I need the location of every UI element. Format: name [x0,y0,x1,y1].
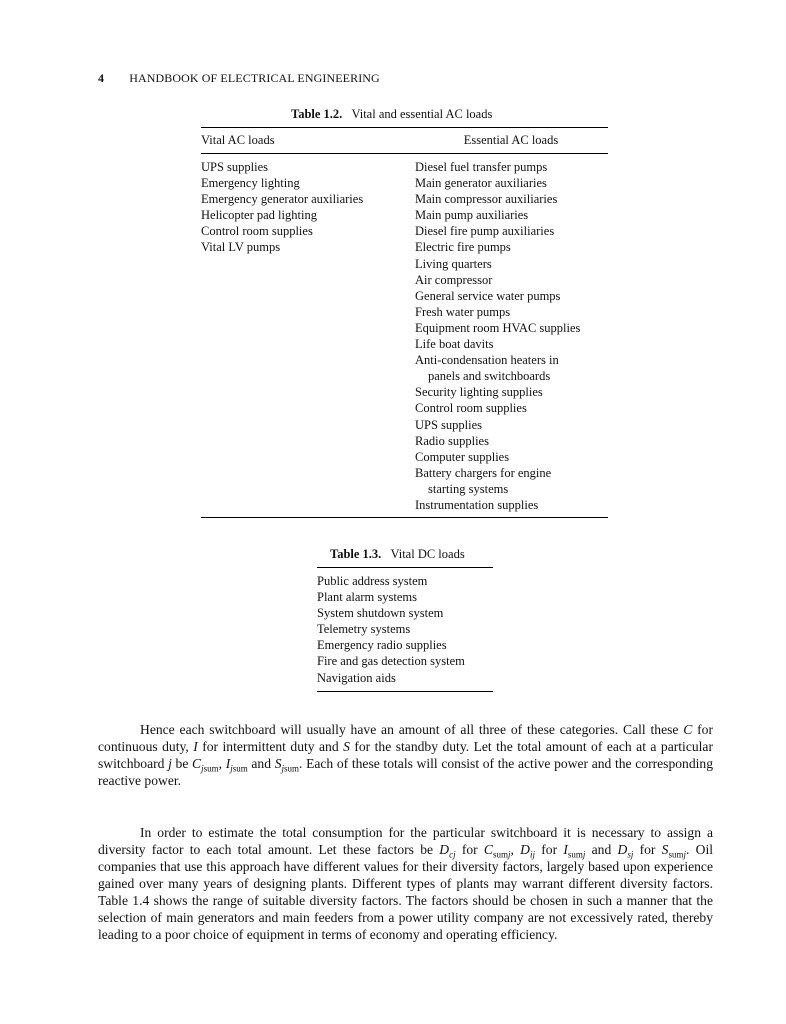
vital-dc-item: Plant alarm systems [317,590,417,605]
essential-ac-item: panels and switchboards [428,369,551,384]
essential-ac-item: Fresh water pumps [415,304,511,319]
essential-ac-item: Main compressor auxiliaries [415,192,558,207]
vital-dc-item: Emergency radio supplies [317,638,447,653]
essential-ac-item: Main pump auxiliaries [415,208,529,223]
essential-ac-item: Control room supplies [415,401,527,416]
table-1-3-title: Vital DC loads [390,547,465,561]
essential-ac-item: Living quarters [415,256,492,271]
table-1-2 [201,127,608,518]
running-header [98,71,380,86]
essential-ac-item: Instrumentation supplies [415,497,539,512]
vital-ac-column [201,159,415,513]
essential-ac-item: Air compressor [415,272,493,287]
vital-dc-list [317,568,493,691]
table-1-2-caption [291,107,492,122]
essential-ac-item: Diesel fire pump auxiliaries [415,224,555,239]
paragraph-text: Hence each switchboard will usually have an amount of all three of these categories. Call these C for continuous duty, I for intermittent duty and S for the standby duty. Let the total amount of each at a particular switchboard j be $C_{jsum}$, $I_{jsum}$ and $S_{jsum}$. Each of these totals will consist of the active power and the corresponding reactive power. [98,722,714,788]
essential-ac-item: Anti-condensation heaters in [415,353,559,368]
vital-ac-item: UPS supplies [201,160,269,174]
essential-ac-item: Radio supplies [415,433,489,448]
body-paragraph-2 [98,824,713,943]
table-1-3-caption [330,547,465,562]
table-header-row [201,128,608,153]
essential-ac-item: General service water pumps [415,288,561,303]
essential-ac-item: UPS supplies [415,417,483,432]
header-vital-ac: Vital AC loads [201,133,275,147]
table-1-2-title: Vital and essential AC loads [351,107,493,121]
table-body [201,154,608,517]
table-bottom-rule [201,517,608,518]
page-number: 4 [98,71,105,85]
essential-ac-item: Equipment room HVAC supplies [415,320,581,335]
vital-ac-item: Vital LV pumps [201,240,281,255]
vital-dc-item: Navigation aids [317,670,396,685]
paragraph-text: In order to estimate the total consumption for the particular switchboard it is necessary to assign a diversity factor to each total amount. Let these factors be $D_{cj}$ for $C_{sumj}$, $D_{ij}$ for $I_{sumj}$ and $D_{sj}$ for $S_{sumj}$. Oil companies that use this approach have different values for their diversity factors, largely based upon experience gained over many years of designing plants. Different types of plants may warrant different diversity factors. Table 1.4 shows the range of suitable diversity factors. The factors should be chosen in such a manner that the selection of main generators and main feeders from a power utility company are not excessively rated, thereby leading to a poor choice of equipment in terms of economy and operating efficiency. [98,825,714,942]
table-1-3-label: Table 1.3. [330,547,382,561]
vital-ac-item: Helicopter pad lighting [201,208,317,223]
vital-dc-item: Telemetry systems [317,622,411,637]
vital-dc-item: Fire and gas detection system [317,654,465,669]
essential-ac-item: Life boat davits [415,337,494,352]
table-bottom-rule [317,691,493,692]
table-1-2-label: Table 1.2. [291,107,343,121]
running-title: HANDBOOK OF ELECTRICAL ENGINEERING [129,71,380,85]
vital-ac-item: Emergency generator auxiliaries [201,192,364,207]
essential-ac-item: starting systems [428,481,509,496]
body-paragraph-1 [98,721,713,789]
essential-ac-item: Security lighting supplies [415,385,543,400]
vital-ac-item: Control room supplies [201,224,313,239]
header-essential-ac: Essential AC loads [463,133,559,147]
table-1-3 [317,567,493,692]
essential-ac-item: Battery chargers for engine [415,465,552,480]
essential-ac-column [415,159,608,513]
vital-ac-item: Emergency lighting [201,176,300,191]
essential-ac-item: Computer supplies [415,449,510,464]
vital-dc-item: System shutdown system [317,606,444,621]
vital-dc-item: Public address system [317,574,428,588]
essential-ac-item: Diesel fuel transfer pumps [415,160,548,174]
essential-ac-item: Main generator auxiliaries [415,176,547,191]
essential-ac-item: Electric fire pumps [415,240,511,255]
